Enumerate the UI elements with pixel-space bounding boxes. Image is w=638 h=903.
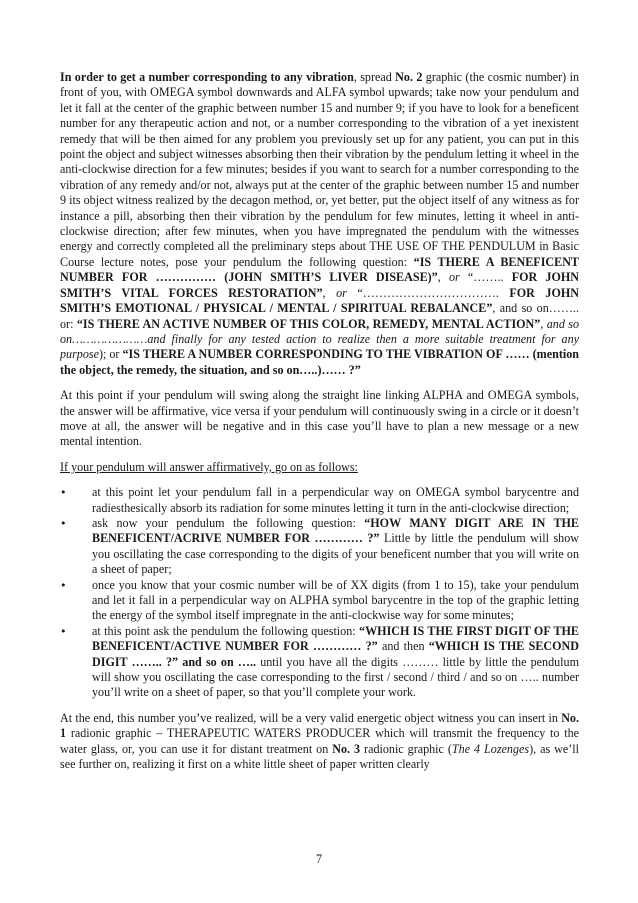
steps-list — [60, 485, 579, 701]
body-text — [60, 70, 579, 782]
bullet-icon: • — [60, 578, 67, 592]
paragraph-answer-meaning: At this point if your pendulum will swing along the straight line linking ALPHA and OMEGA symbols, the answer will be affirmative, vice versa if your pendulum will continuously swing in a circle or it doesn’t move at all, the answer will be negative and in this case you’ll have to plan a new message or a new mental intention. — [60, 388, 579, 449]
bullet-icon: • — [60, 516, 67, 530]
paragraph-conclusion: At the end, this number you’ve realized, will be a very valid energetic object witness you can insert in No. 1 radionic graphic – THERAPEUTIC WATERS PRODUCER which will transmit the frequency to the water glass, or, you can use it for distant treatment on No. 3 radionic graphic (The 4 Lozenges), as we’ll see further on, realizing it first on a white little sheet of paper written clearly — [60, 710, 579, 772]
bullet-icon: • — [60, 486, 67, 500]
list-item: • once you know that your cosmic number will be of XX digits (from 1 to 15), take your pendulum and let it fall in a perpendicular way on ALPHA symbol barycentre in the top of the graphic letting the energy of the symbol itself impregnate in the anti-clockwise way for some minutes; — [60, 577, 579, 623]
paragraph-intro: In order to get a number corresponding to any vibration, spread No. 2 graphic (the cosmic number) in front of you, with OMEGA symbol downwards and ALFA symbol upwards; take now your pendulum and let it fall at the center of the graphic between number 15 and number 9; if you have to look for a beneficent number for any therapeutic action and not, or a number corresponding to the vibration of a yet inexistent remedy that will be then aimed for any problem you previously set up for any patient, you can put in this point the object and subject witnesses absorbing then their vibration by the pendulum letting it wheel in the anti-clockwise direction for a few minutes; besides if you want to search for a number corresponding to the vibration of any remedy and/or not, always put at the center of the graphic between number 15 and number 9 its object witness realized by the decagon method, or, yet better, put the object itself of any witness as for instance a pill, absorbing then their vibration by the pendulum for few minutes, letting it wheel in anti-clockwise direction; after few minutes, when you have impregnated the pendulum with the witnesses energy and correctly completed all the preliminary steps about THE USE OF THE PENDULUM in Basic Course lecture notes, pose your pendulum the following question: “IS THERE A BENEFICENT NUMBER FOR …………… (JOHN SMITH’S LIVER DISEASE)”, or “…….. FOR JOHN SMITH’S VITAL FORCES RESTORATION”, or “……………………………. FOR JOHN SMITH’S EMOTIONAL / PHYSICAL / MENTAL / SPIRITUAL REBALANCE”, and so on…….. or: “IS THERE AN ACTIVE NUMBER OF THIS COLOR, REMEDY, MENTAL ACTION”, and so on…………………and finally for any tested action to realize then a more suitable treatment for any purpose); or “IS THERE A NUMBER CORRESPONDING TO THE VIBRATION OF …… (mention the object, the remedy, the situation, and so on…..)…… ?” — [60, 70, 580, 377]
page-number: 7 — [315, 852, 323, 866]
list-item: • at this point let your pendulum fall in a perpendicular way on OMEGA symbol barycentre and radiesthesically absorb its radiation for some minutes letting it turn in the anti-clockwise direction; — [60, 485, 579, 515]
list-item: • at this point ask the pendulum the following question: “WHICH IS THE FIRST DIGIT OF THE BENEFICENT/ACTIVE NUMBER FOR ………… ?” and then “WHICH IS THE SECOND DIGIT …….. ?” and so on ….. until you have all the digits ……… little by little the pendulum will show you oscillating the case corresponding to the first / second / third / and so on ….. number you’ll write on a sheet of paper, so that you’ll complete your work. — [60, 623, 579, 700]
list-item: • ask now your pendulum the following question: “HOW MANY DIGIT ARE IN THE BENEFICENT/ACRIVE NUMBER FOR ………… ?” Little by little the pendulum will show you oscillating the case corresponding to the digits of your beneficent number that you will write on a sheet of paper; — [60, 515, 579, 577]
intro-heading: In order to get a number corresponding to any vibration — [60, 70, 354, 84]
paragraph-affirmative-heading: If your pendulum will answer affirmatively, go on as follows: — [60, 459, 358, 474]
bullet-icon: • — [60, 624, 67, 638]
